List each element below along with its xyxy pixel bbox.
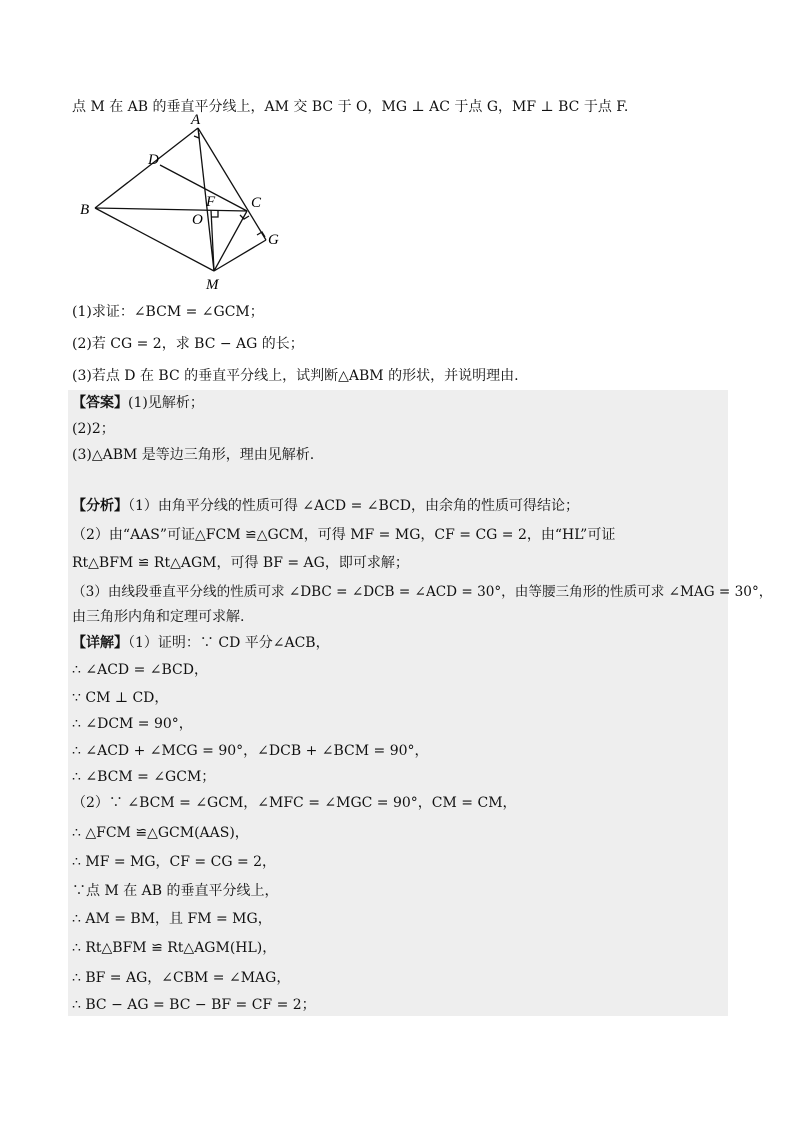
- detail-line-13: ∴ BF = AG，∠CBM = ∠MAG，: [72, 970, 291, 986]
- answer-label: 【答案】: [72, 395, 128, 411]
- analysis-block: [72, 496, 579, 516]
- answer-block: [72, 393, 204, 413]
- detail-line-11: ∴ AM = BM，且 FM = MG，: [72, 911, 272, 927]
- detail-label: 【详解】: [72, 635, 128, 651]
- analysis-line-1: （1）由角平分线的性质可得 ∠ACD = ∠BCD，由余角的性质可得结论；: [128, 498, 579, 514]
- detail-line-7: （2）∵ ∠BCM = ∠GCM，∠MFC = ∠MGC = 90°，CM = CM，: [72, 795, 517, 811]
- question-2: (2)若 CG = 2，求 BC − AG 的长；: [72, 336, 304, 352]
- answer-line-3: (3)△ABM 是等边三角形，理由见解析.: [72, 447, 315, 463]
- label-F: F: [206, 194, 216, 210]
- label-C: C: [251, 195, 262, 211]
- analysis-line-4: （3）由线段垂直平分线的性质可求 ∠DBC = ∠DCB = ∠ACD = 30°，由等腰三角形的性质可求 ∠MAG = 30°，: [72, 584, 773, 600]
- answer-line-1: (1)见解析；: [128, 395, 204, 411]
- label-A: A: [191, 112, 201, 128]
- problem-intro: 点 M 在 AB 的垂直平分线上，AM 交 BC 于 O，MG ⊥ AC 于点 G，MF ⊥ BC 于点 F.: [72, 99, 629, 115]
- detail-line-12: ∴ Rt△BFM ≌ Rt△AGM(HL)，: [72, 940, 277, 956]
- detail-line-8: ∴ △FCM ≌△GCM(AAS)，: [72, 825, 249, 841]
- detail-line-2: ∴ ∠ACD = ∠BCD，: [72, 662, 208, 678]
- analysis-line-5: 由三角形内角和定理可求解.: [72, 609, 245, 625]
- question-1: (1)求证：∠BCM = ∠GCM；: [72, 304, 264, 320]
- label-M: M: [206, 277, 219, 293]
- answer-line-2: (2)2；: [72, 421, 115, 437]
- analysis-line-2: （2）由“AAS”可证△FCM ≌△GCM，可得 MF = MG，CF = CG = 2，由“HL”可证: [72, 527, 616, 543]
- analysis-label: 【分析】: [72, 498, 128, 514]
- label-B: B: [80, 202, 90, 218]
- detail-line-9: ∴ MF = MG，CF = CG = 2，: [72, 854, 277, 870]
- detail-line-3: ∵ CM ⊥ CD，: [72, 690, 169, 706]
- label-O: O: [192, 212, 203, 228]
- detail-line-5: ∴ ∠ACD + ∠MCG = 90°，∠DCB + ∠BCM = 90°，: [72, 743, 429, 759]
- question-3: (3)若点 D 在 BC 的垂直平分线上，试判断△ABM 的形状，并说明理由.: [72, 368, 519, 384]
- detail-line-14: ∴ BC − AG = BC − BF = CF = 2；: [72, 997, 316, 1013]
- analysis-line-3: Rt△BFM ≌ Rt△AGM，可得 BF = AG，即可求解；: [72, 555, 409, 571]
- label-G: G: [268, 232, 279, 248]
- geometry-figure: [0, 110, 800, 410]
- detail-line-4: ∴ ∠DCM = 90°，: [72, 716, 193, 732]
- detail-block: [72, 633, 330, 653]
- label-D: D: [148, 152, 159, 168]
- detail-line-1: （1）证明：∵ CD 平分∠ACB，: [128, 635, 330, 651]
- detail-line-10: ∵点 M 在 AB 的垂直平分线上，: [72, 883, 279, 899]
- detail-line-6: ∴ ∠BCM = ∠GCM；: [72, 769, 216, 785]
